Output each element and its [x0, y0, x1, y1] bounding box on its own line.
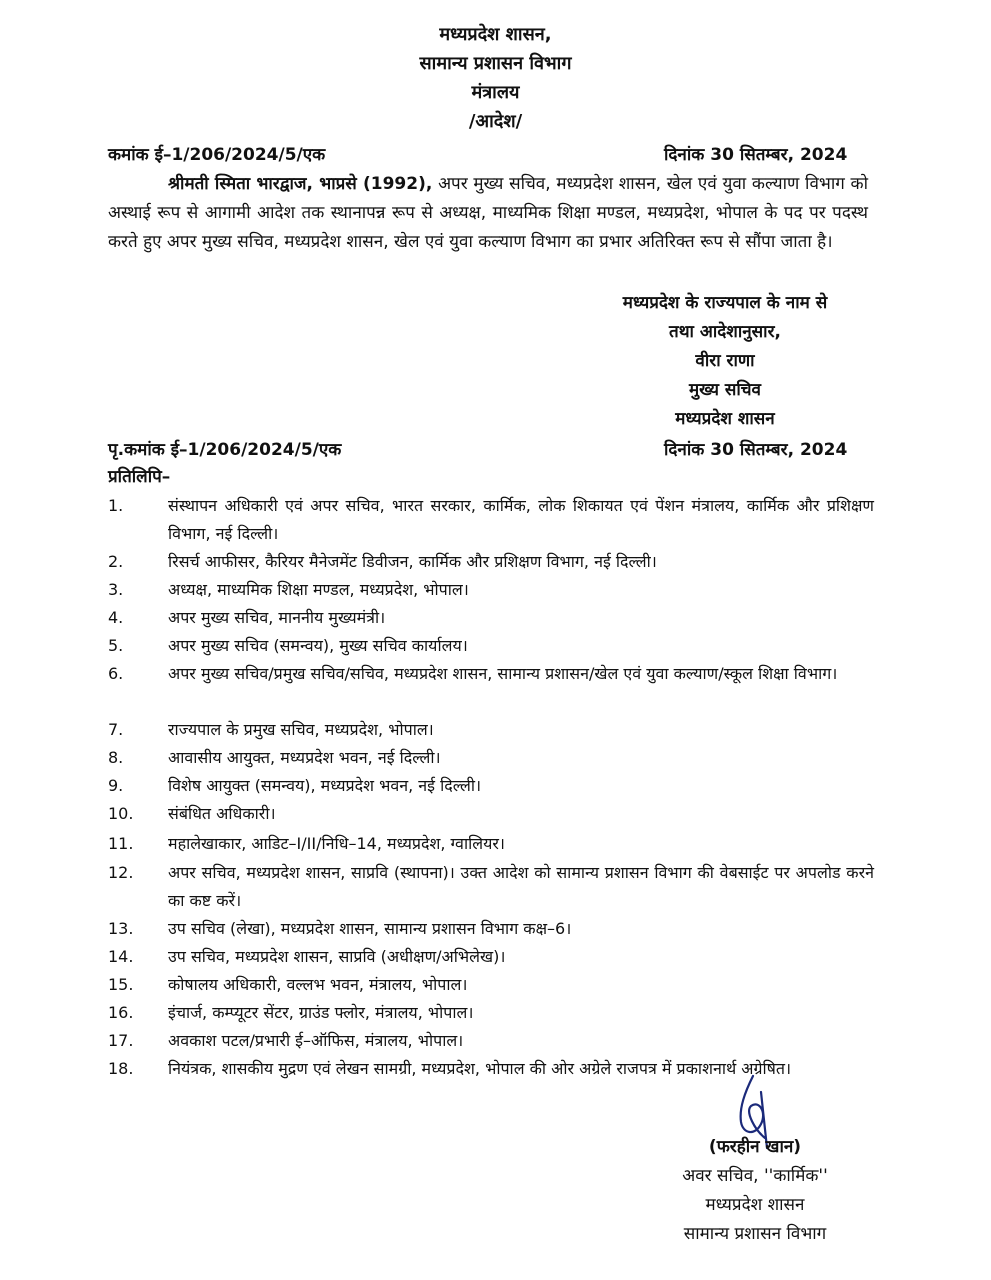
copy-date: दिनांक 30 सितम्बर, 2024	[664, 440, 848, 460]
second-signatory-designation: अवर सचिव, ''कार्मिक''	[682, 1166, 828, 1186]
signatory-office: मध्यप्रदेश शासन	[675, 409, 775, 429]
header-department: सामान्य प्रशासन विभाग	[419, 53, 572, 74]
second-signatory-name: (फरहीन खान)	[708, 1137, 802, 1157]
order-body	[108, 170, 868, 257]
header-govt: मध्यप्रदेश शासन,	[439, 24, 552, 45]
copy-ref: पृ.कमांक ई–1/206/2024/5/एक	[108, 440, 342, 460]
order-text: अपर मुख्य सचिव, मध्यप्रदेश शासन, खेल एवं युवा कल्याण विभाग को अस्थाई रूप से आगामी आदेश तक स्थानापन्न रूप से अध्यक्ष, माध्यमिक शिक्षा मण्डल, मध्यप्रदेश, भोपाल के पद पर पदस्थ करते हुए अपर मुख्य सचिव, मध्यप्रदेश शासन, खेल एवं युवा कल्याण विभाग का प्रभार अतिरिक्त रूप से सौंपा जाता है।	[108, 174, 869, 252]
second-signatory-office: मध्यप्रदेश शासन	[705, 1195, 805, 1215]
signatory-line2: तथा आदेशानुसार,	[669, 322, 781, 342]
signatory-name: वीरा राणा	[695, 351, 755, 371]
header-ministry: मंत्रालय	[471, 82, 520, 103]
copy-heading: प्रतिलिपि–	[108, 467, 171, 487]
signatory-line1: मध्यप्रदेश के राज्यपाल के नाम से	[622, 293, 828, 313]
second-signatory-department: सामान्य प्रशासन विभाग	[683, 1224, 827, 1244]
order-ref: कमांक ई–1/206/2024/5/एक	[108, 145, 326, 165]
signatory-designation: मुख्य सचिव	[688, 380, 762, 400]
officer-name: श्रीमती स्मिता भारद्वाज, भाप्रसे (1992),	[168, 174, 433, 194]
order-date: दिनांक 30 सितम्बर, 2024	[664, 145, 848, 165]
header-order: /आदेश/	[468, 111, 523, 132]
